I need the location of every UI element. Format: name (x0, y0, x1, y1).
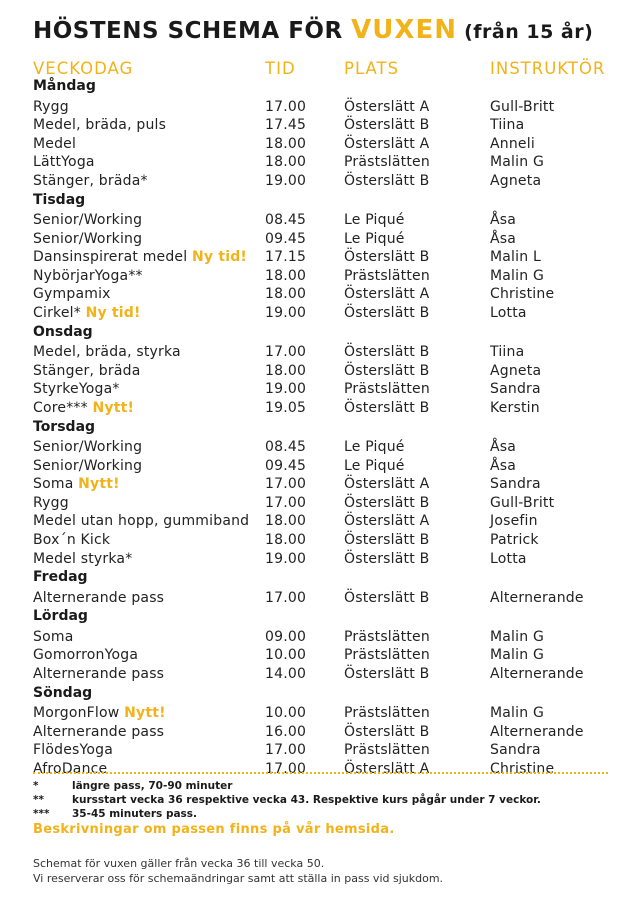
activity-cell (33, 286, 111, 302)
place-cell: Le Piqué (344, 439, 405, 455)
activity-name: Senior/Working (33, 212, 143, 228)
activity-name: Cirkel* (33, 305, 81, 321)
instructor-cell: Agneta (490, 362, 542, 379)
time-cell: 09.00 (265, 628, 307, 645)
instructor-cell: Alternerande (490, 723, 584, 740)
place-cell: Österslätt B (344, 550, 430, 567)
time-cell: 09.45 (265, 457, 307, 474)
time-cell: 17.00 (265, 589, 307, 606)
activity-cell (33, 705, 166, 721)
header-day: VECKODAG (33, 59, 134, 78)
instructor-cell: Christine (490, 760, 555, 777)
dotted-divider (33, 772, 608, 774)
place-cell: Le Piqué (344, 212, 405, 228)
place-cell: Prästslätten (344, 154, 430, 171)
place-cell: Österslätt B (344, 117, 430, 134)
activity-name: Rygg (33, 98, 69, 115)
page-title (33, 15, 593, 45)
activity-name: Medel, bräda, puls (33, 117, 167, 134)
instructor-cell: Patrick (490, 532, 539, 548)
website-note: Beskrivningar om passen finns på vår hemsida. (33, 822, 395, 837)
activity-name: Stänger, bräda* (33, 172, 148, 189)
note-text: kursstart vecka 36 respektive vecka 43. Respektive kurs pågår under 7 veckor. (72, 794, 541, 806)
time-cell: 18.00 (265, 362, 307, 379)
activity-cell (33, 154, 95, 170)
time-cell: 17.00 (265, 344, 307, 361)
note-text: 35-45 minuters pass. (72, 808, 198, 820)
instructor-cell: Tiina (490, 344, 525, 361)
activity-cell (33, 381, 120, 397)
activity-name: FlödesYoga (33, 742, 114, 759)
activity-cell (33, 268, 143, 284)
time-cell: 19.00 (265, 550, 307, 567)
place-cell: Österslätt B (344, 399, 430, 416)
activity-cell (33, 458, 142, 474)
time-cell: 10.00 (265, 647, 307, 664)
instructor-cell: Kerstin (490, 399, 540, 416)
place-cell: Österslätt B (344, 305, 430, 321)
time-cell: 08.45 (265, 212, 307, 228)
activity-cell (33, 551, 132, 567)
activity-cell (33, 724, 164, 740)
activity-name: Soma (33, 476, 74, 493)
activity-name: Rygg (33, 494, 69, 511)
place-cell: Österslätt A (344, 760, 430, 777)
instructor-cell: Alternerande (490, 589, 584, 606)
activity-name: Medel styrka* (33, 550, 133, 567)
activity-name: StyrkeYoga* (33, 381, 120, 398)
instructor-cell: Malin G (490, 628, 545, 645)
activity-cell (33, 400, 134, 416)
activity-cell (33, 761, 107, 777)
activity-cell (33, 173, 148, 189)
place-cell: Österslätt A (344, 98, 430, 115)
header-place: PLATS (344, 59, 400, 78)
time-cell: 18.00 (265, 513, 307, 530)
place-cell: Prästslätten (344, 381, 430, 398)
instructor-cell: Malin G (490, 267, 545, 284)
instructor-cell: Tiina (490, 117, 525, 134)
activity-cell (33, 629, 73, 645)
note-mark: * (33, 780, 39, 792)
time-cell: 19.00 (265, 381, 307, 398)
activity-name: Medel utan hopp, gummiband (33, 513, 250, 530)
activity-cell (33, 117, 166, 133)
title-suffix: (från 15 år) (456, 21, 594, 43)
instructor-cell: Sandra (490, 742, 541, 759)
instructor-cell: Gull-Britt (490, 494, 555, 511)
activity-cell (33, 363, 140, 379)
instructor-cell: Alternerande (490, 666, 584, 682)
day-heading: Söndag (33, 684, 93, 701)
instructor-cell: Malin G (490, 647, 545, 664)
instructor-cell: Gull-Britt (490, 98, 555, 115)
activity-name: GomorronYoga (33, 647, 139, 664)
place-cell: Österslätt A (344, 476, 430, 493)
activity-name: Medel, bräda, styrka (33, 344, 181, 361)
activity-name: NybörjarYoga** (33, 267, 143, 284)
activity-name: MorgonFlow (33, 705, 120, 722)
instructor-cell: Josefin (490, 513, 538, 530)
time-cell: 17.00 (265, 494, 307, 511)
time-cell: 17.00 (265, 98, 307, 115)
time-cell: 14.00 (265, 666, 307, 682)
place-cell: Le Piqué (344, 457, 405, 474)
time-cell: 09.45 (265, 230, 307, 247)
activity-cell (33, 532, 110, 548)
place-cell: Prästslätten (344, 742, 430, 759)
place-cell: Österslätt A (344, 513, 430, 530)
title-highlight: VUXEN (351, 15, 457, 45)
new-badge: Ny tid! (192, 249, 248, 266)
new-badge: Nytt! (78, 476, 120, 493)
time-cell: 17.00 (265, 476, 307, 493)
time-cell: 17.00 (265, 760, 307, 777)
instructor-cell: Åsa (490, 457, 517, 474)
activity-cell (33, 742, 113, 758)
instructor-cell: Sandra (490, 381, 541, 398)
day-heading: Torsdag (33, 418, 96, 435)
activity-name: LättYoga (33, 154, 95, 171)
time-cell: 16.00 (265, 723, 307, 740)
note-mark: ** (33, 794, 44, 806)
time-cell: 18.00 (265, 532, 307, 548)
activity-name: Alternerande pass (33, 723, 165, 740)
place-cell: Österslätt B (344, 249, 430, 266)
instructor-cell: Åsa (490, 212, 517, 228)
new-badge: Ny tid! (85, 305, 141, 321)
activity-cell (33, 249, 247, 265)
activity-name: Box´n Kick (33, 532, 111, 548)
day-heading: Tisdag (33, 191, 86, 208)
activity-cell (33, 439, 142, 455)
place-cell: Österslätt B (344, 362, 430, 379)
activity-cell (33, 305, 141, 321)
activity-name: Alternerande pass (33, 589, 165, 606)
activity-cell (33, 344, 181, 360)
time-cell: 17.15 (265, 249, 307, 266)
place-cell: Prästslätten (344, 628, 430, 645)
header-time: TID (265, 59, 296, 78)
time-cell: 19.00 (265, 172, 307, 189)
day-heading: Fredag (33, 569, 88, 586)
activity-cell (33, 666, 164, 682)
activity-name: Gympamix (33, 286, 111, 303)
time-cell: 08.45 (265, 439, 307, 455)
time-cell: 10.00 (265, 705, 307, 722)
instructor-cell: Åsa (490, 439, 517, 455)
activity-name: AfroDance (33, 760, 108, 777)
activity-cell (33, 99, 69, 115)
time-cell: 18.00 (265, 135, 307, 152)
activity-name: Soma (33, 628, 74, 645)
activity-name: Senior/Working (33, 439, 143, 455)
activity-cell (33, 136, 76, 152)
new-badge: Nytt! (124, 705, 166, 722)
instructor-cell: Anneli (490, 135, 535, 152)
instructor-cell: Malin G (490, 705, 545, 722)
day-heading: Måndag (33, 78, 96, 94)
note-mark: *** (33, 808, 50, 820)
activity-name: Alternerande pass (33, 666, 165, 682)
time-cell: 18.00 (265, 154, 307, 171)
time-cell: 18.00 (265, 286, 307, 303)
place-cell: Prästslätten (344, 267, 430, 284)
activity-cell (33, 231, 142, 247)
place-cell: Österslätt A (344, 286, 430, 303)
footer-line: Vi reserverar oss för schemaändringar samt att ställa in pass vid sjukdom. (33, 872, 444, 885)
place-cell: Österslätt A (344, 135, 430, 152)
place-cell: Österslätt B (344, 172, 430, 189)
new-badge: Nytt! (92, 399, 135, 416)
time-cell: 19.05 (265, 399, 307, 416)
activity-cell (33, 212, 142, 228)
activity-cell (33, 476, 120, 492)
time-cell: 19.00 (265, 305, 307, 321)
activity-name: Stänger, bräda (33, 362, 141, 379)
instructor-cell: Malin G (490, 154, 545, 171)
time-cell: 17.45 (265, 117, 307, 134)
day-heading: Lördag (33, 608, 88, 625)
place-cell: Prästslätten (344, 705, 430, 722)
activity-cell (33, 590, 164, 606)
header-instructor: INSTRUKTÖR (490, 59, 606, 78)
instructor-cell: Malin L (490, 249, 541, 266)
day-heading: Onsdag (33, 323, 93, 340)
instructor-cell: Christine (490, 286, 555, 303)
activity-cell (33, 647, 138, 663)
time-cell: 17.00 (265, 742, 307, 759)
activity-name: Senior/Working (33, 457, 143, 474)
activity-cell (33, 495, 69, 511)
activity-cell (33, 513, 249, 529)
instructor-cell: Agneta (490, 172, 542, 189)
place-cell: Österslätt B (344, 589, 430, 606)
place-cell: Österslätt B (344, 666, 430, 682)
place-cell: Österslätt B (344, 723, 430, 740)
place-cell: Österslätt B (344, 344, 430, 361)
instructor-cell: Sandra (490, 476, 541, 493)
activity-name: Medel (33, 135, 77, 152)
place-cell: Le Piqué (344, 230, 405, 247)
activity-name: Dansinspirerat medel (33, 249, 188, 266)
place-cell: Prästslätten (344, 647, 430, 664)
note-text: längre pass, 70-90 minuter (72, 780, 233, 792)
footer-line: Schemat för vuxen gäller från vecka 36 till vecka 50. (33, 857, 325, 870)
instructor-cell: Åsa (490, 230, 517, 247)
time-cell: 18.00 (265, 267, 307, 284)
activity-name: Senior/Working (33, 230, 143, 247)
instructor-cell: Lotta (490, 550, 527, 567)
place-cell: Österslätt B (344, 494, 430, 511)
title-prefix: HÖSTENS SCHEMA FÖR (33, 18, 352, 44)
activity-name: Core*** (33, 399, 88, 416)
place-cell: Österslätt B (344, 532, 430, 548)
instructor-cell: Lotta (490, 305, 527, 321)
